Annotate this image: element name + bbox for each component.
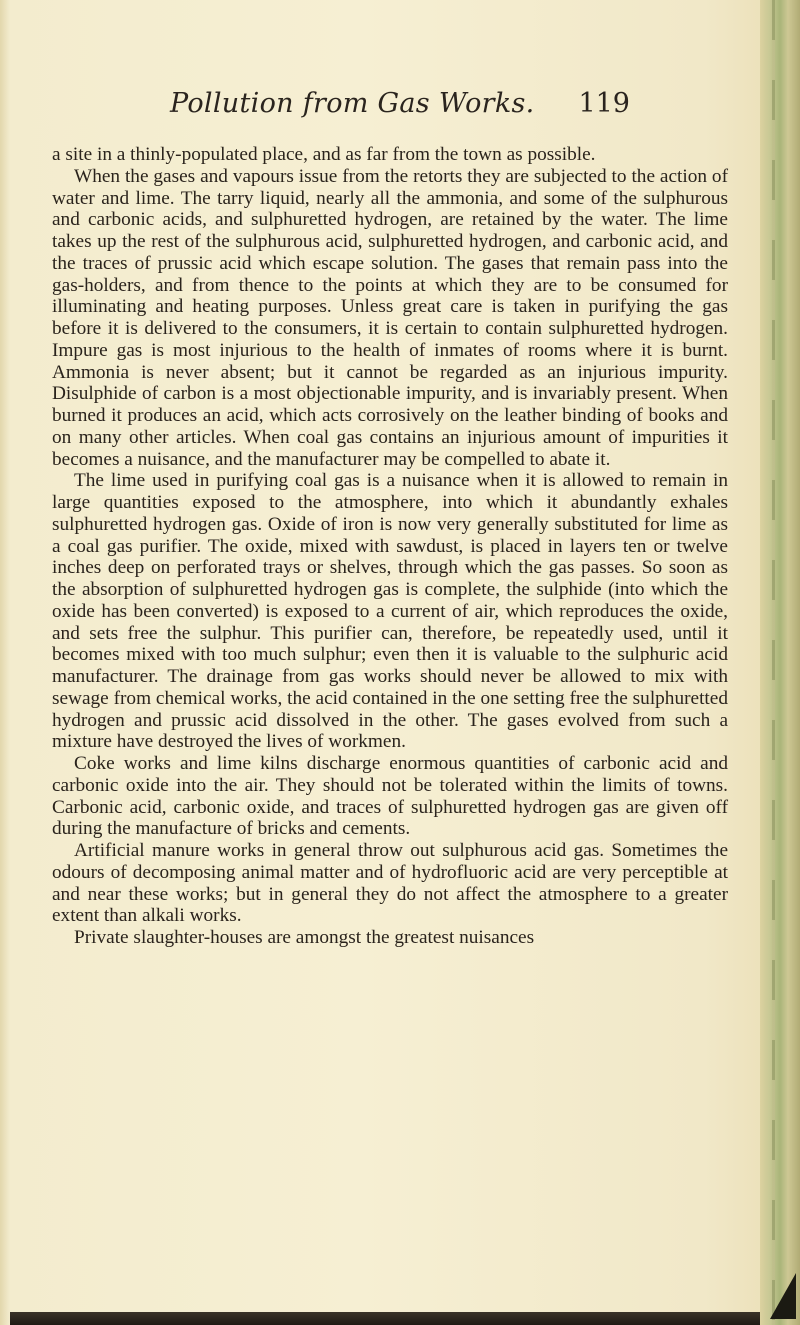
page-bottom-shadow bbox=[10, 1312, 760, 1325]
paragraph-manure-works: Artificial manure works in general throw out sulphurous acid gas. Sometimes the odours of decomposing animal matter and of hydrofluoric acid are very perceptible at and near these works; but in general they do not affect the atmosphere to a greater extent than alkali works. bbox=[52, 840, 728, 927]
paragraph-coke-works: Coke works and lime kilns discharge enormous quantities of carbonic acid and carbonic oxide into the air. They should not be tolerated within the limits of towns. Carbonic acid, carbonic oxide, and traces of sulphuretted hydrogen gas are given off during the manufacture of bricks and cements. bbox=[52, 753, 728, 840]
page-corner-shadow bbox=[770, 1273, 796, 1319]
body-text bbox=[52, 144, 728, 949]
running-title: Pollution from Gas Works. bbox=[170, 88, 535, 119]
paragraph-slaughter-houses: Private slaughter-houses are amongst the greatest nuisances bbox=[74, 927, 535, 948]
paragraph-continued: a site in a thinly-populated place, and as far from the town as possible. bbox=[52, 144, 596, 165]
page-header bbox=[170, 88, 630, 128]
page-binding-edge bbox=[760, 0, 800, 1325]
paragraph-gas-purification: When the gases and vapours issue from the retorts they are subjected to the action of water and lime. The tarry liquid, nearly all the ammonia, and some of the sulphurous and carbonic acids, and sulphuretted hydrogen, are retained by the water. The lime takes up the rest of the sulphurous acid, sulphuretted hydrogen, and carbonic acid, and the traces of prussic acid which escape solution. The gases that remain pass into the gas-holders, and from thence to the points at which they are to be consumed for illuminating and heating purposes. Unless great care is taken in purifying the gas before it is delivered to the consumers, it is certain to contain sulphuretted hydrogen. Impure gas is most injurious to the health of inmates of rooms where it is burnt. Ammonia is never absent; but it cannot be regarded as an injurious impurity. Disulphide of carbon is a most objectionable impurity, and is invariably present. When burned it produces an acid, which acts corrosively on the leather binding of books and on many other articles. When coal gas contains an injurious amount of impurities it becomes a nuisance, and the manufacturer may be compelled to abate it. bbox=[52, 165, 728, 470]
paragraph-lime-nuisance: The lime used in purifying coal gas is a nuisance when it is allowed to remain in large quantities exposed to the atmosphere, into which it abundantly exhales sulphuretted hydrogen gas. Oxide of iron is now very generally substituted for lime as a coal gas purifier. The oxide, mixed with sawdust, is placed in layers ten or twelve inches deep on perforated trays or shelves, through which the gas passes. So soon as the absorption of sulphuretted hydrogen gas is complete, the sulphide (into which the oxide has been converted) is exposed to a current of air, which reproduces the oxide, and sets free the sulphur. This purifier can, therefore, be repeatedly used, until it becomes mixed with too much sulphur; even then it is valuable to the sulphuric acid manufacturer. The drainage from gas works should never be allowed to mix with sewage from chemical works, the acid contained in the one setting free the sulphuretted hydrogen and prussic acid dissolved in the other. The gases evolved from such a mixture have destroyed the lives of workmen. bbox=[52, 470, 728, 753]
page-left-edge bbox=[0, 0, 10, 1325]
page-number: 119 bbox=[578, 88, 630, 119]
